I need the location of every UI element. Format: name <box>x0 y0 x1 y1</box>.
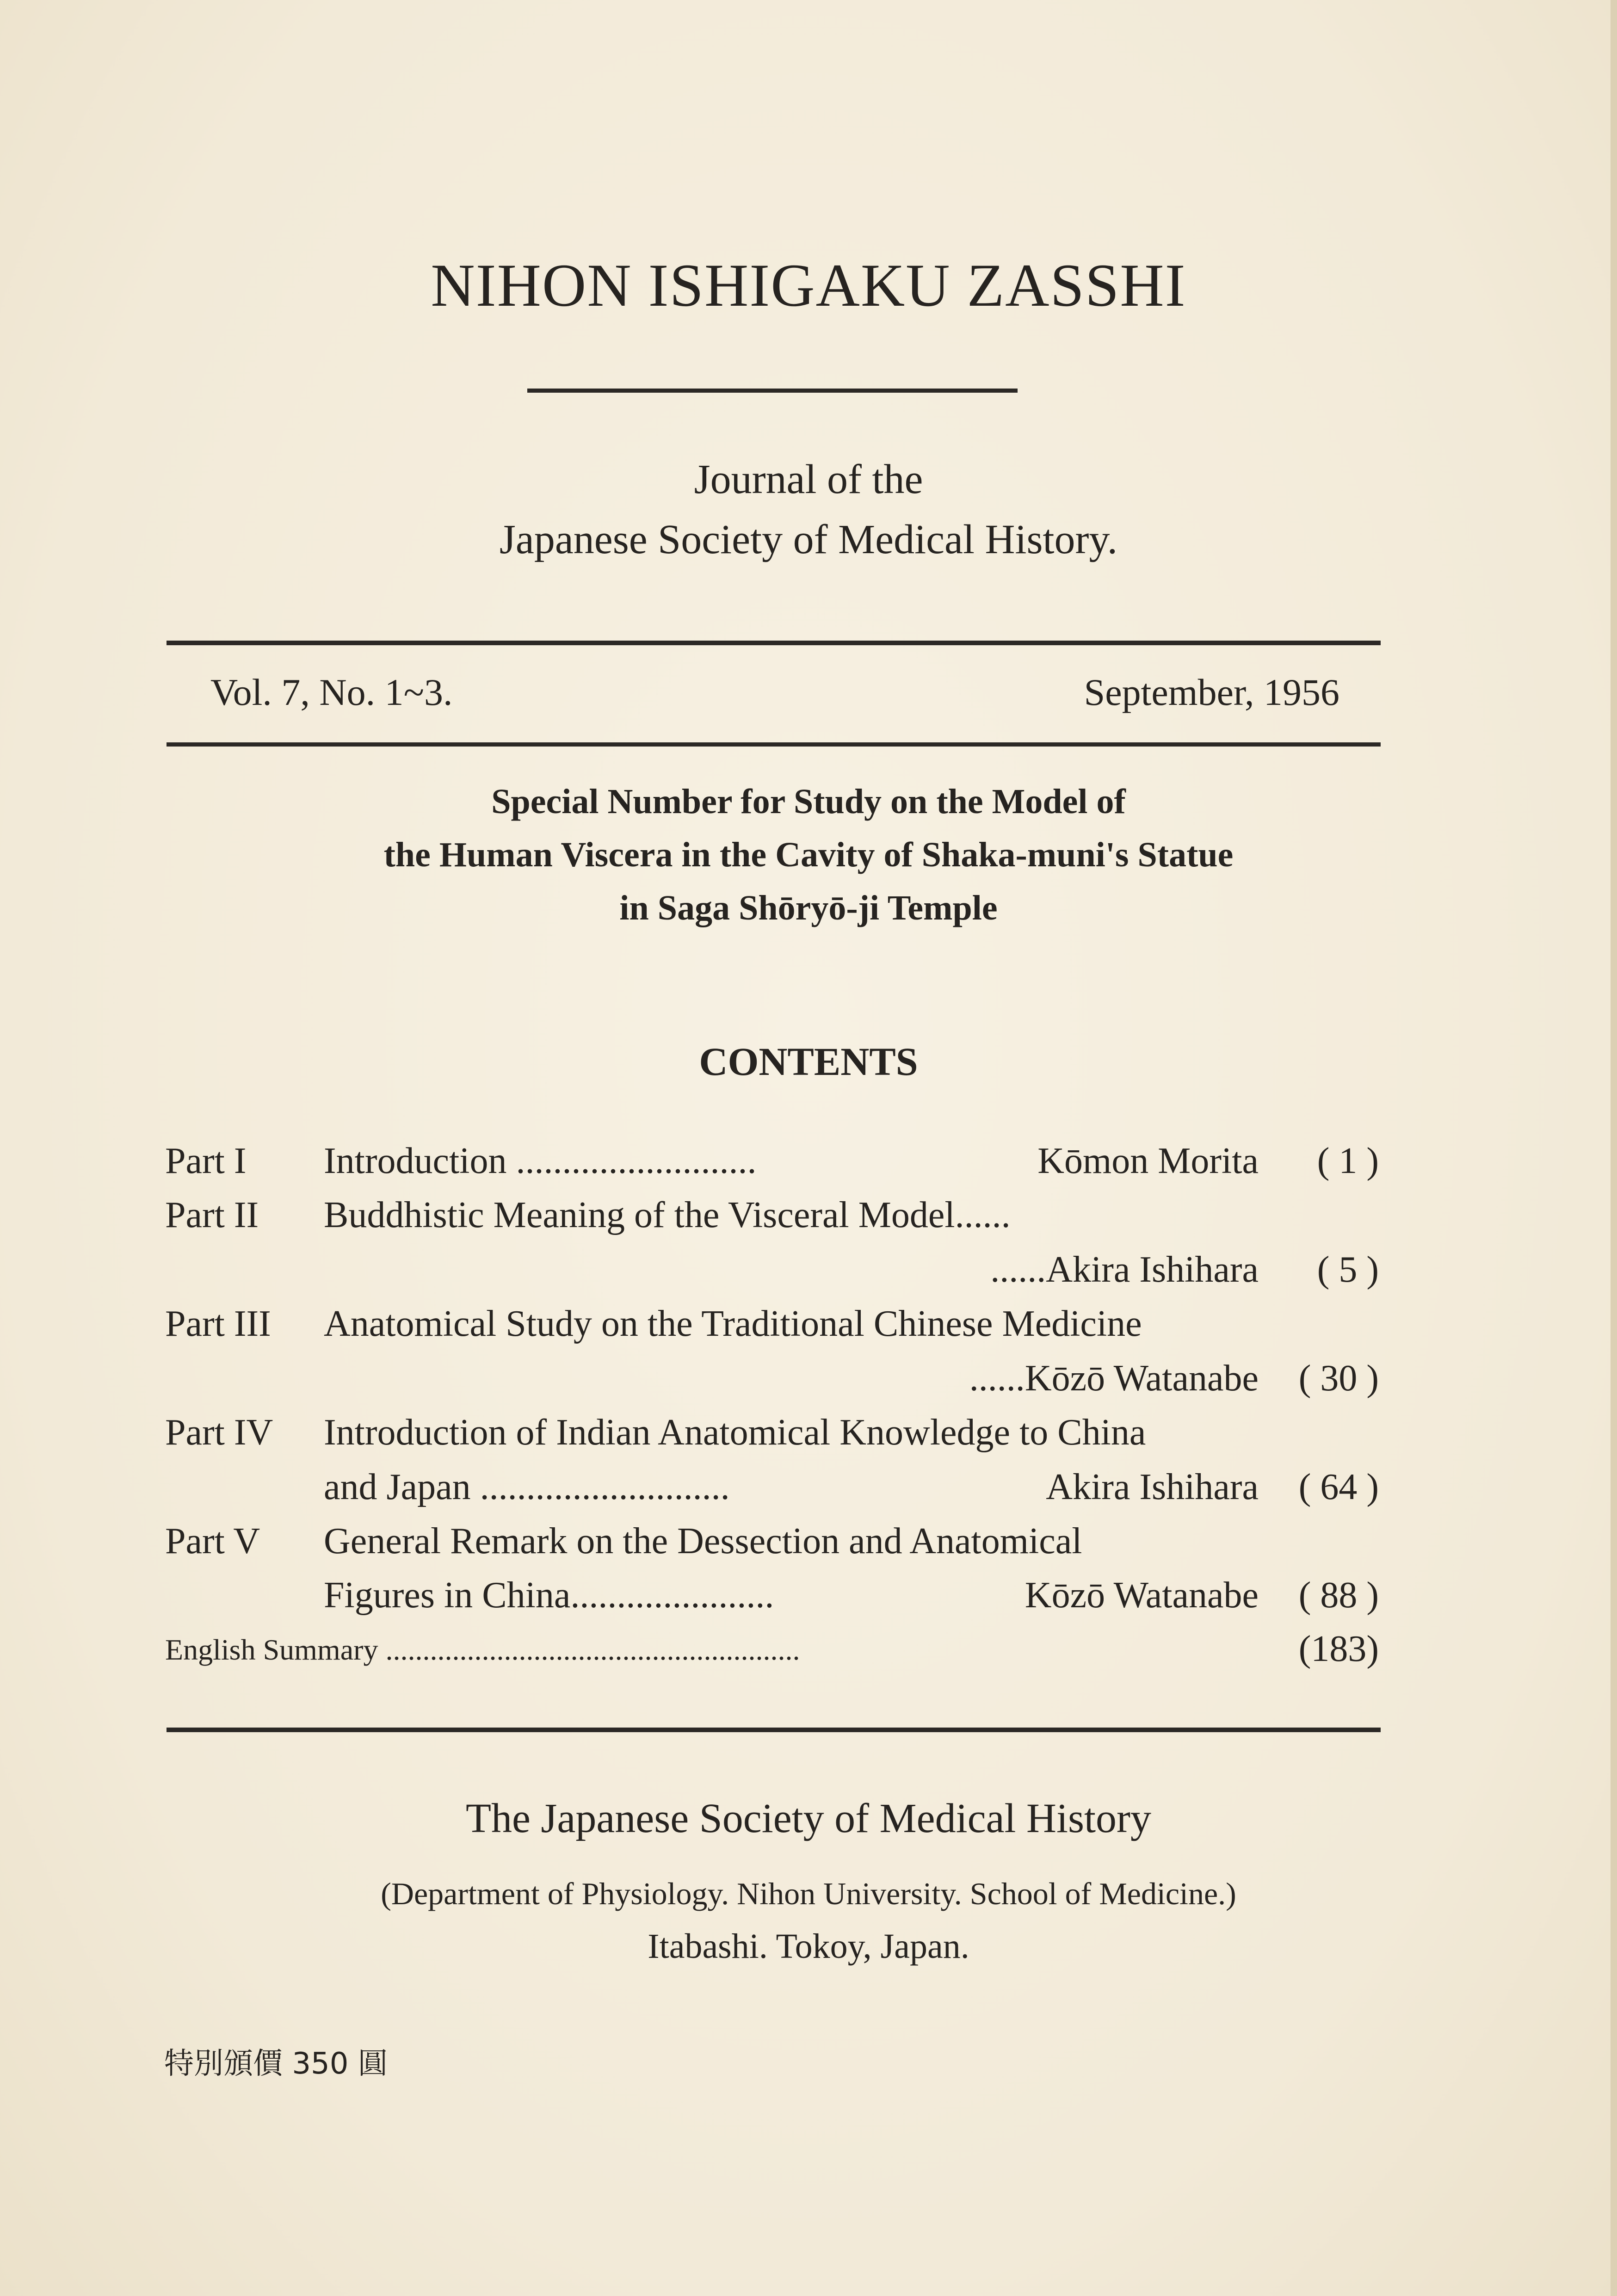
toc-page-number: ( 88 ) <box>1298 1575 1379 1616</box>
title-divider <box>527 389 1018 393</box>
toc-page-number: ( 1 ) <box>1317 1141 1379 1181</box>
toc-part-label: Part IV <box>165 1412 273 1453</box>
special-number-line-2: the Human Viscera in the Cavity of Shaka-muni's Statue <box>383 835 1234 874</box>
toc-part-label: Part V <box>165 1521 260 1562</box>
toc-page-number: ( 5 ) <box>1317 1249 1379 1290</box>
special-price: 特別頒價 350 圓 <box>164 2047 388 2081</box>
top-rule <box>167 641 1381 645</box>
toc-part-label: Part II <box>165 1195 259 1235</box>
department-address: (Department of Physiology. Nihon University. School of Medicine.) <box>381 1876 1236 1911</box>
bottom-rule <box>167 1728 1381 1732</box>
special-number-line-1: Special Number for Study on the Model of <box>491 782 1126 821</box>
toc-author: Akira Ishihara <box>1046 1467 1259 1507</box>
toc-title: Introduction of Indian Anatomical Knowledge to China <box>324 1412 1146 1453</box>
toc-title: General Remark on the Dessection and Anatomical <box>324 1521 1082 1562</box>
toc-title-continued: Figures in China...................... <box>324 1575 774 1616</box>
toc-author: Kōzō Watanabe <box>1025 1575 1259 1616</box>
journal-title: NIHON ISHIGAKU ZASSHI <box>431 251 1186 319</box>
toc-author: ......Kōzō Watanabe <box>969 1358 1259 1399</box>
toc-title: Introduction .......................... <box>324 1141 757 1181</box>
society-name: The Japanese Society of Medical History <box>465 1796 1152 1841</box>
subtitle-line-2: Japanese Society of Medical History. <box>499 517 1118 562</box>
toc-title: Anatomical Study on the Traditional Chinese Medicine <box>324 1303 1142 1344</box>
volume-number: Vol. 7, No. 1~3. <box>210 671 453 713</box>
city-address: Itabashi. Tokoy, Japan. <box>648 1927 969 1966</box>
issue-date: September, 1956 <box>1084 671 1339 713</box>
toc-page-number: ( 64 ) <box>1298 1467 1379 1507</box>
subtitle-line-1: Journal of the <box>694 457 923 502</box>
english-summary-label: English Summary ........................................................ <box>165 1633 800 1666</box>
toc-title-continued: and Japan ........................... <box>324 1467 730 1507</box>
toc-author: Kōmon Morita <box>1037 1141 1259 1181</box>
english-summary-page: (183) <box>1298 1629 1379 1669</box>
toc-author: ......Akira Ishihara <box>990 1249 1259 1290</box>
toc-part-label: Part III <box>165 1303 271 1344</box>
volume-rule <box>167 742 1381 747</box>
toc-title: Buddhistic Meaning of the Visceral Model...... <box>324 1195 1011 1235</box>
contents-heading: CONTENTS <box>699 1039 918 1084</box>
special-number-line-3: in Saga Shōryō-ji Temple <box>619 889 998 927</box>
toc-page-number: ( 30 ) <box>1298 1358 1379 1399</box>
toc-part-label: Part I <box>165 1141 247 1181</box>
